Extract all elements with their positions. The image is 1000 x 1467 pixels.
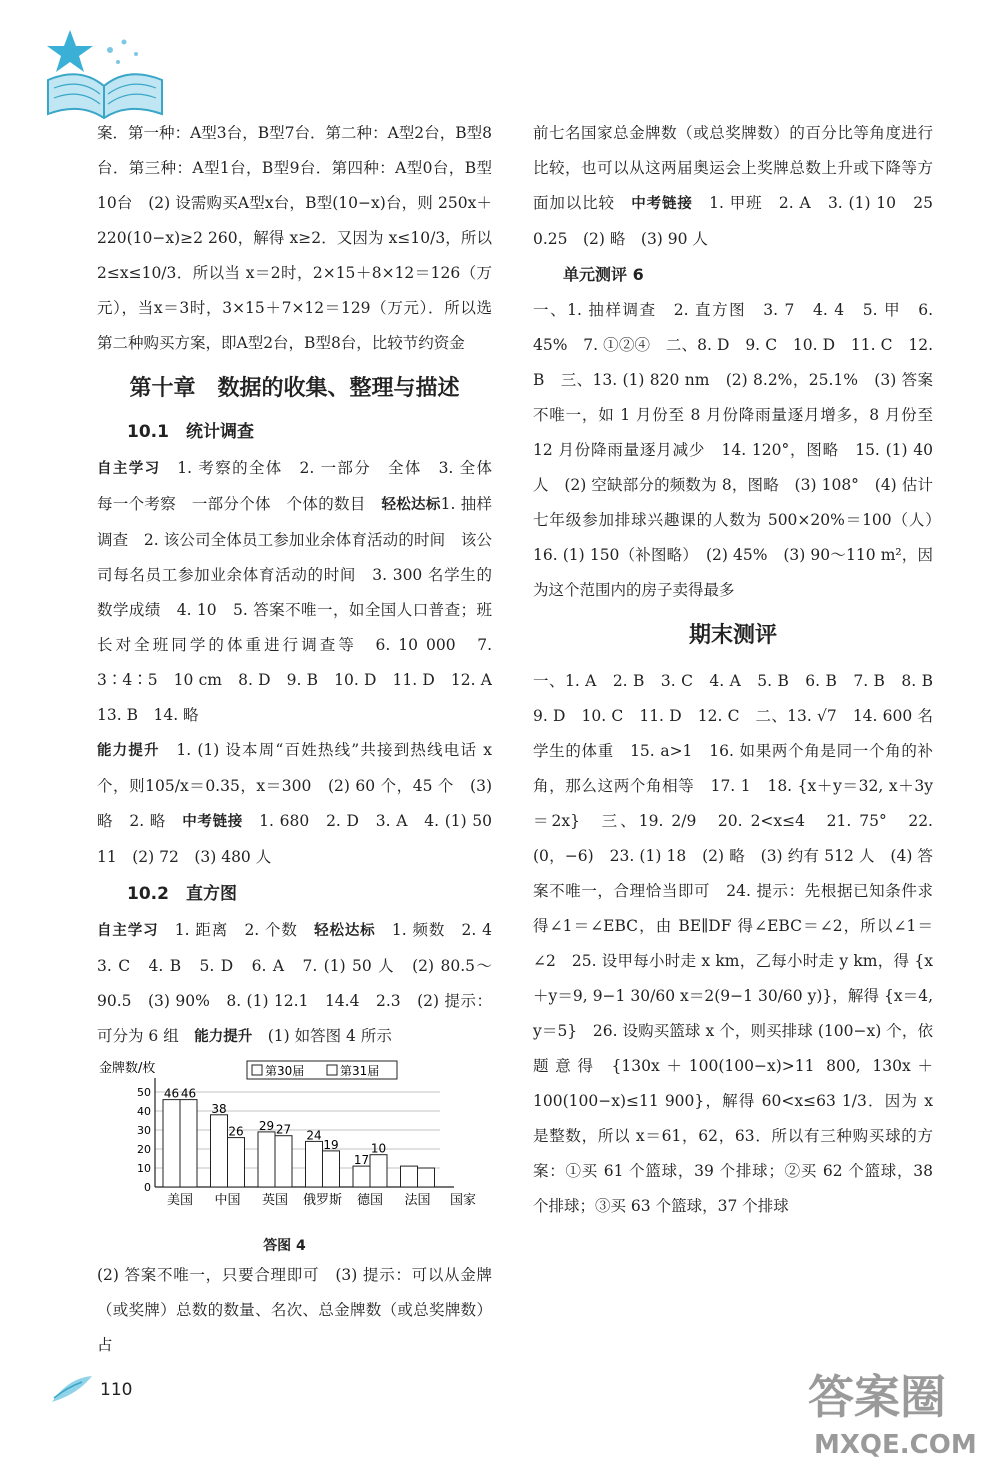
bar [275,1136,292,1187]
data-label: 27 [275,1122,292,1137]
final-test-answers: 一、1. A 2. B 3. C 4. A 5. B 6. B 7. B 8. B 9. D 10. C 11. D 12. C 二、13. √7 14. 600 名学生的体重 15. a>1 16. 如果两个角是同一个角的补角，那么这两个角相等 17. 1 18. {x＋y＝32, x＋3y＝2x} 三、19. 2/9 20. 2<x≤4 21. 75° 22. (0，−6) 23. (1) 18 (2) 略 (3) 约有 512 人 (4) 答案不唯一，合理恰当即可 24. 提示：先根据已知条件求得∠1＝∠EBC，由 BE∥DF 得∠EBC＝∠2，所以∠1＝∠2 25. 设甲每小时走 x km，乙每小时走 y km，得 {x＋y＝9, 9−1 30/60 x＝2(9−1 30/60 y)}，解得 {x＝4, y＝5} 26. 设购买篮球 x 个，则买排球 (100−x) 个，依题意得 {130x＋100(100−x)>11 800, 130x＋100(100−x)≤11 900}，解得 60<x≤63 1/3．因为 x 是整数，所以 x＝61，62，63．所以有三种购买球的方案：①买 61 个篮球，39 个排球；②买 62 个篮球，38 个排球；③买 63 个篮球，37 个排球 [533,672,949,1215]
watermark-url: MXQE.COM [814,1430,977,1460]
answer-text: 1. 频数 2. 4 3. C 4. B 5. D 6. A 7. (1) 50 人 (2) 80.5～90.5 (3) 90% 8. (1) 12.1 14.4 2.3 (2) 提示：可分为 6 组 [97,921,508,1045]
unit-test-title: 单元测评 6 [563,265,644,284]
page-number: 110 [100,1380,133,1400]
answer-text: (1) 如答图 4 所示 [252,1027,392,1045]
x-tick-label: 英国 [261,1193,289,1208]
label-nengli: 能力提升 [97,743,160,759]
data-label: 29 [258,1118,275,1133]
section-title-10-2: 10.2 直方图 [127,884,237,904]
y-axis-label: 金牌数/枚 [99,1061,156,1076]
legend-swatch [252,1065,262,1075]
label-qingsong: 轻松达标 [381,497,441,513]
x-tick-label: 俄罗斯 [302,1193,343,1208]
data-label: 46 [180,1086,197,1101]
x-tick-label: 德国 [356,1193,384,1208]
gold-medal-bar-chart [97,1059,492,1221]
section-10-1-answers [97,451,508,875]
section-10-2-answers [97,913,508,1055]
y-tick-label: 20 [137,1143,151,1156]
right-column [533,116,949,1224]
answer-text: 前七名国家总金牌数（或总奖牌数）的百分比等角度进行比较，也可以从这两届奥运会上奖牌总数上升或下降等方面加以比较 [533,124,933,212]
bar [323,1151,340,1187]
bar [418,1168,435,1187]
watermark-logo [798,1353,988,1463]
data-label: 19 [323,1137,339,1152]
left-column [97,116,508,1363]
x-tick-label: 美国 [166,1193,194,1208]
bar [180,1100,197,1187]
data-label: 24 [306,1128,322,1143]
data-label: 17 [353,1153,370,1168]
answer-text: 1. 距离 2. 个数 [158,921,315,939]
book-star-logo [40,28,170,120]
legend-label: 第31届 [340,1064,380,1078]
data-label: 10 [370,1141,387,1156]
label-zizhu: 自主学习 [97,923,159,939]
bar [401,1166,418,1187]
label-zizhu: 自主学习 [97,461,161,477]
y-tick-label: 10 [137,1162,151,1175]
bar [258,1132,275,1187]
y-tick-label: 50 [137,1086,151,1099]
x-axis-label: 国家 [450,1193,477,1208]
x-tick-label: 中国 [214,1193,241,1208]
label-nengli: 能力提升 [194,1029,253,1045]
legend-label: 第30届 [265,1064,305,1078]
label-zhongkao: 中考链接 [182,814,243,830]
answer-text: 1. 甲班 2. A 3. (1) 10 25 0.25 (2) 略 (3) 90 人 [533,194,949,248]
final-test-title: 期末测评 [688,623,777,648]
figure-caption: 答图 4 [263,1238,306,1254]
answer-text: 1. (1) 设本周“百姓热线”共接到热线电话 x 个，则105/x＝0.35，x＝300 (2) 60 个，45 个 (3) 略 2. 略 [97,741,492,830]
bar [370,1155,387,1187]
label-qingsong: 轻松达标 [314,923,376,939]
bar [163,1100,180,1187]
data-label: 46 [163,1086,180,1101]
answer-paragraph-right [533,116,949,257]
unit-test-answers: 一、1. 抽样调查 2. 直方图 3. 7 4. 4 5. 甲 6. 45% 7. ①②④ 二、8. D 9. C 10. D 11. C 12. B 三、13. (1) 820 nm (2) 8.2%，25.1% (3) 答案不唯一，如 1 月份至 8 月份降雨量逐月增多，8 月份至 12 月份降雨量逐月减少 14. 120°，图略 15. (1) 40 人 (2) 空缺部分的频数为 8，图略 (3) 108° (4) 估计七年级参加排球兴趣课的人数为 500×20%＝100（人） 16. (1) 150（补图略） (2) 45% (3) 90～110 m²，因为这个范围内的房子卖得最多 [533,301,949,599]
answer-paragraph-continued: (2) 答案不唯一，只要合理即可 (3) 提示：可以从金牌（或奖牌）总数的数量、名次、总金牌数（或总奖牌数）占 [97,1266,492,1354]
bar [228,1138,245,1187]
y-tick-label: 30 [137,1124,151,1137]
bar [353,1166,370,1187]
answer-text: 1. 考察的全体 2. 一部分 全体 3. 全体 每一个考察 一部分个体 个体的数目 [97,459,508,513]
x-tick-label: 法国 [404,1193,431,1208]
chapter-title: 第十章 数据的收集、整理与描述 [129,376,460,401]
bar [211,1115,228,1187]
answer-text: 1. 680 2. D 3. A 4. (1) 50 11 (2) 72 (3) 480 人 [97,812,508,866]
label-zhongkao: 中考链接 [631,196,693,212]
y-tick-label: 0 [144,1181,151,1194]
section-title-10-1: 10.1 统计调查 [127,422,254,442]
answer-text: 1. 抽样调查 2. 该公司全体员工参加业余体育活动的时间 该公司每名员工参加业余体育活动的时间 3. 300 名学生的数学成绩 4. 10 5. 答案不唯一，如全国人口普查；班长对全班同学的体重进行调查等 6. 10 000 7. 3∶4∶5 10 cm 8. D 9. B 10. D 11. D 12. A 13. B 14. 略 [97,495,508,724]
data-label: 38 [211,1101,227,1116]
y-tick-label: 40 [137,1105,151,1118]
bar [306,1141,323,1187]
data-label: 26 [228,1124,244,1139]
legend-swatch [327,1065,337,1075]
watermark-title: 答案圈 [808,1370,946,1424]
answer-paragraph: 案．第一种：A型3台，B型7台．第二种：A型2台，B型8台．第三种：A型1台，B型9台．第四种：A型0台，B型10台 (2) 设需购买A型x台，B型(10−x)台，则 250x＋220(10−x)≥2 260，解得 x≥2．又因为 x≤10/3，所以 2≤x≤10/3．所以当 x＝2时，2×15＋8×12＝126（万元），当x＝3时，3×15＋7×12＝129（万元）．所以选第二种购买方案，即A型2台，B型8台，比较节约资金 [97,124,492,352]
leaf-decoration-icon [48,1368,98,1408]
